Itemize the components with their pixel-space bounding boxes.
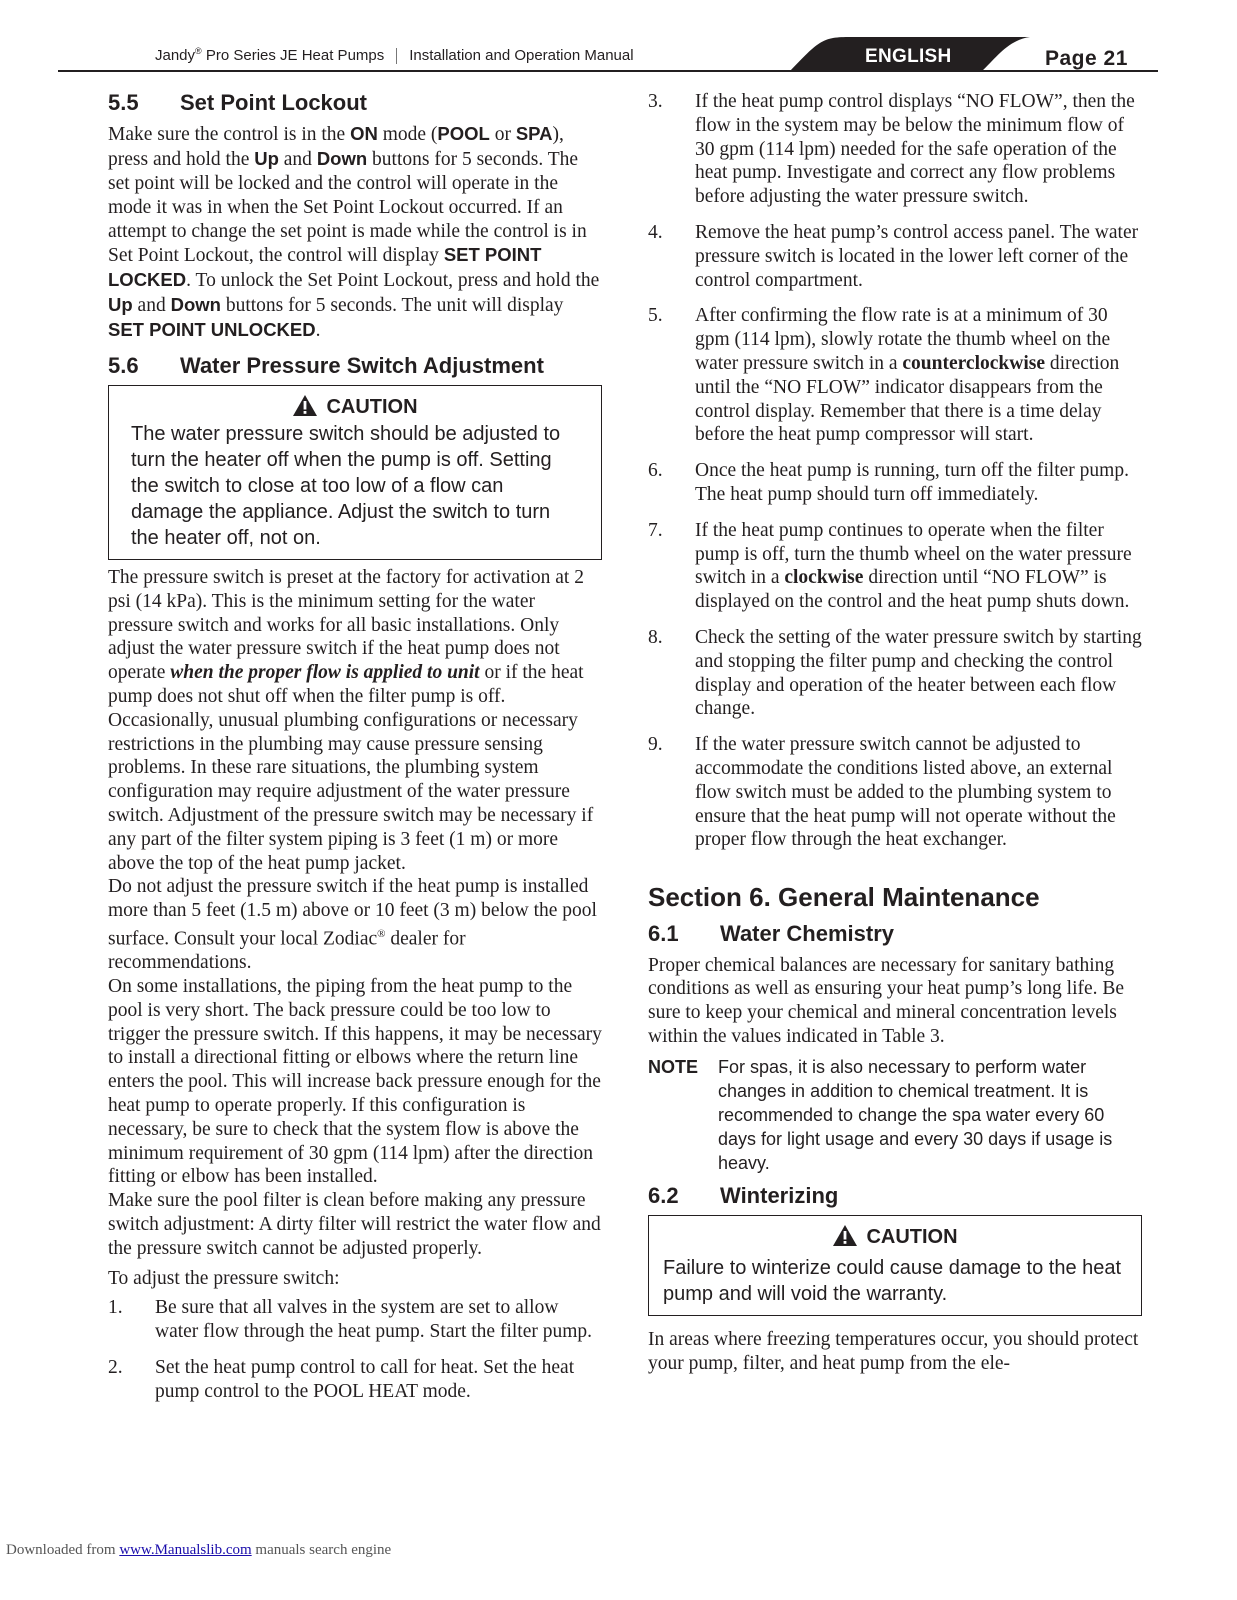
adjust-steps-right (648, 90, 1142, 852)
warning-triangle-icon (832, 1224, 858, 1247)
water-chemistry-paragraph: Proper chemical balances are necessary for sanitary bathing conditions as well as ensuring your heat pump’s long life. Be sure to keep your chemical and mineral concentration levels within the values indicated in Table 3. (648, 954, 1125, 1047)
list-item: 5. After confirming the flow rate is at a minimum of 30 gpm (114 lpm), slowly rotate the thumb wheel on the water pressure switch in a counterclockwise direction until the “NO FLOW” indicator disappears from the control display. Remember that there is a time delay before the heat pump compressor will start. (648, 305, 1120, 446)
section-number: 5.5 (108, 90, 139, 115)
caution-box-pressure-switch (108, 385, 602, 560)
language-label: ENGLISH (865, 46, 952, 67)
section-6-2-heading (648, 1183, 1142, 1209)
adjust-intro: To adjust the pressure switch: (108, 1267, 340, 1289)
section-6-1-heading (648, 921, 1142, 947)
list-item: 2. Set the heat pump control to call for heat. Set the heat pump control to the POOL HEAT mode. (108, 1356, 575, 1402)
section-number: 6.1 (648, 921, 679, 947)
list-item: 6. Once the heat pump is running, turn off the filter pump. The heat pump should turn off immediately. (648, 460, 1129, 505)
section-number: 5.6 (108, 352, 139, 378)
note-text: For spas, it is also necessary to perform water changes in addition to chemical treatment. It is recommended to change the spa water every 60 days for light usage and every 30 days if usage is heavy. (718, 1056, 1113, 1173)
section-5-5-heading (108, 90, 602, 116)
installation-height-paragraph: Do not adjust the pressure switch if the heat pump is installed more than 5 feet (1.5 m) above or 10 feet (3 m) below the pool surface. Consult your local Zodiac® dealer for recommendations. (108, 876, 597, 974)
manual-title: Installation and Operation Manual (409, 47, 634, 64)
section-title: Set Point Lockout (180, 90, 367, 115)
caution-title: CAUTION (663, 1224, 1127, 1249)
caution-text: Failure to winterize could cause damage to the heat pump and will void the warranty. (663, 1257, 1122, 1306)
right-column (648, 90, 1142, 1376)
caution-box-winterizing (648, 1215, 1142, 1316)
section-5-6-heading (108, 353, 602, 379)
manualslib-link[interactable]: www.Manualslib.com (119, 1542, 252, 1558)
section-title: Water Pressure Switch Adjustment (180, 352, 544, 378)
note-label: NOTE (648, 1056, 699, 1077)
section-number: 6.2 (648, 1182, 679, 1208)
brand-name: Jandy (155, 47, 196, 64)
caution-title: CAUTION (131, 394, 579, 419)
adjust-steps-left (108, 1296, 602, 1403)
list-item: 9. If the water pressure switch cannot be adjusted to accommodate the conditions listed above, an external flow switch must be added to the plumbing system to ensure that the heat pump will not operate without the proper flow through the heat exchanger. (648, 734, 1116, 851)
dirty-filter-paragraph: Make sure the pool filter is clean before making any pressure switch adjustment: A dirty filter will restrict the water flow and the pressure switch cannot be adjusted properly. (108, 1190, 601, 1259)
download-footer: Downloaded from www.Manualslib.com manuals search engine (6, 1542, 392, 1558)
section-title: Water Chemistry (720, 921, 895, 947)
set-point-lockout-paragraph: Make sure the control is in the ON mode (POOL or SPA), press and hold the Up and Down buttons for 5 seconds. The set point will be locked and the control will operate in the mode it was in when the Set Point Lockout occurred. If an attempt to change the set point is made while the control is in Set Point Lockout, the control will display SET POINT LOCKED. To unlock the Set Point Lockout, press and hold the Up and Down buttons for 5 seconds. The unit will display SET POINT UNLOCKED. (108, 123, 600, 341)
product-name: Pro Series JE Heat Pumps (201, 47, 385, 64)
page-number: Page 21 (1045, 47, 1128, 70)
header-rule (58, 70, 1158, 72)
list-item: 7. If the heat pump continues to operate when the filter pump is off, turn the thumb wheel on the water pressure switch in a clockwise direction until “NO FLOW” is displayed on the control and the heat pump shuts down. (648, 519, 1132, 613)
back-pressure-paragraph: On some installations, the piping from the heat pump to the pool is very short. The back pressure could be too low to trigger the pressure switch. If this happens, it may be necessary to install a directional fitting or elbows where the return line enters the pool. This will increase back pressure enough for the heat pump to operate properly. If this configuration is necessary, be sure to check that the system flow is above the minimum requirement of 30 gpm (114 lpm) after the direction fitting or elbow has been installed. (108, 976, 602, 1188)
section-title: Winterizing (720, 1182, 839, 1208)
list-item: 8. Check the setting of the water pressure switch by starting and stopping the filter pump and checking the control display and operation of the heater between each flow change. (648, 626, 1142, 720)
pressure-switch-preset-paragraph: The pressure switch is preset at the factory for activation at 2 psi (14 kPa). This is the minimum setting for the water pressure switch and works for all basic installations. Only adjust the water pressure switch if the heat pump does not operate when the proper flow is applied to unit or if the heat pump does not shut off when the filter pump is off. Occasionally, unusual plumbing configurations or necessary restrictions in the plumbing may cause pressure sensing problems. In these rare situations, the plumbing system configuration may require adjustment of the water pressure switch. Adjustment of the pressure switch may be necessary if any part of the filter system piping is 3 feet (1 m) or more above the top of the heat pump jacket. (108, 566, 594, 874)
winterizing-paragraph: In areas where freezing temperatures occur, you should protect your pump, filter, and heat pump from the ele- (648, 1329, 1139, 1374)
spa-note (648, 1055, 1142, 1175)
list-item: 4. Remove the heat pump’s control access panel. The water pressure switch is located in the lower left corner of the control compartment. (648, 221, 1139, 291)
list-item: 3. If the heat pump control displays “NO FLOW”, then the flow in the system may be below the minimum flow of 30 gpm (114 lpm) needed for the safe operation of the heat pump. Investigate and correct any flow problems before adjusting the water pressure switch. (648, 91, 1135, 208)
registered-mark: ® (195, 46, 202, 56)
warning-triangle-icon (292, 394, 318, 417)
section-6-heading: Section 6. General Maintenance (648, 882, 1040, 913)
left-column (108, 90, 602, 1416)
list-item: 1. Be sure that all valves in the system are set to allow water flow through the heat pump. Start the filter pump. (108, 1297, 593, 1343)
caution-text: The water pressure switch should be adjusted to turn the heater off when the pump is off. Setting the switch to close at too low of a flow can damage the appliance. Adjust the switch to turn the heater off, not on. (131, 422, 561, 549)
